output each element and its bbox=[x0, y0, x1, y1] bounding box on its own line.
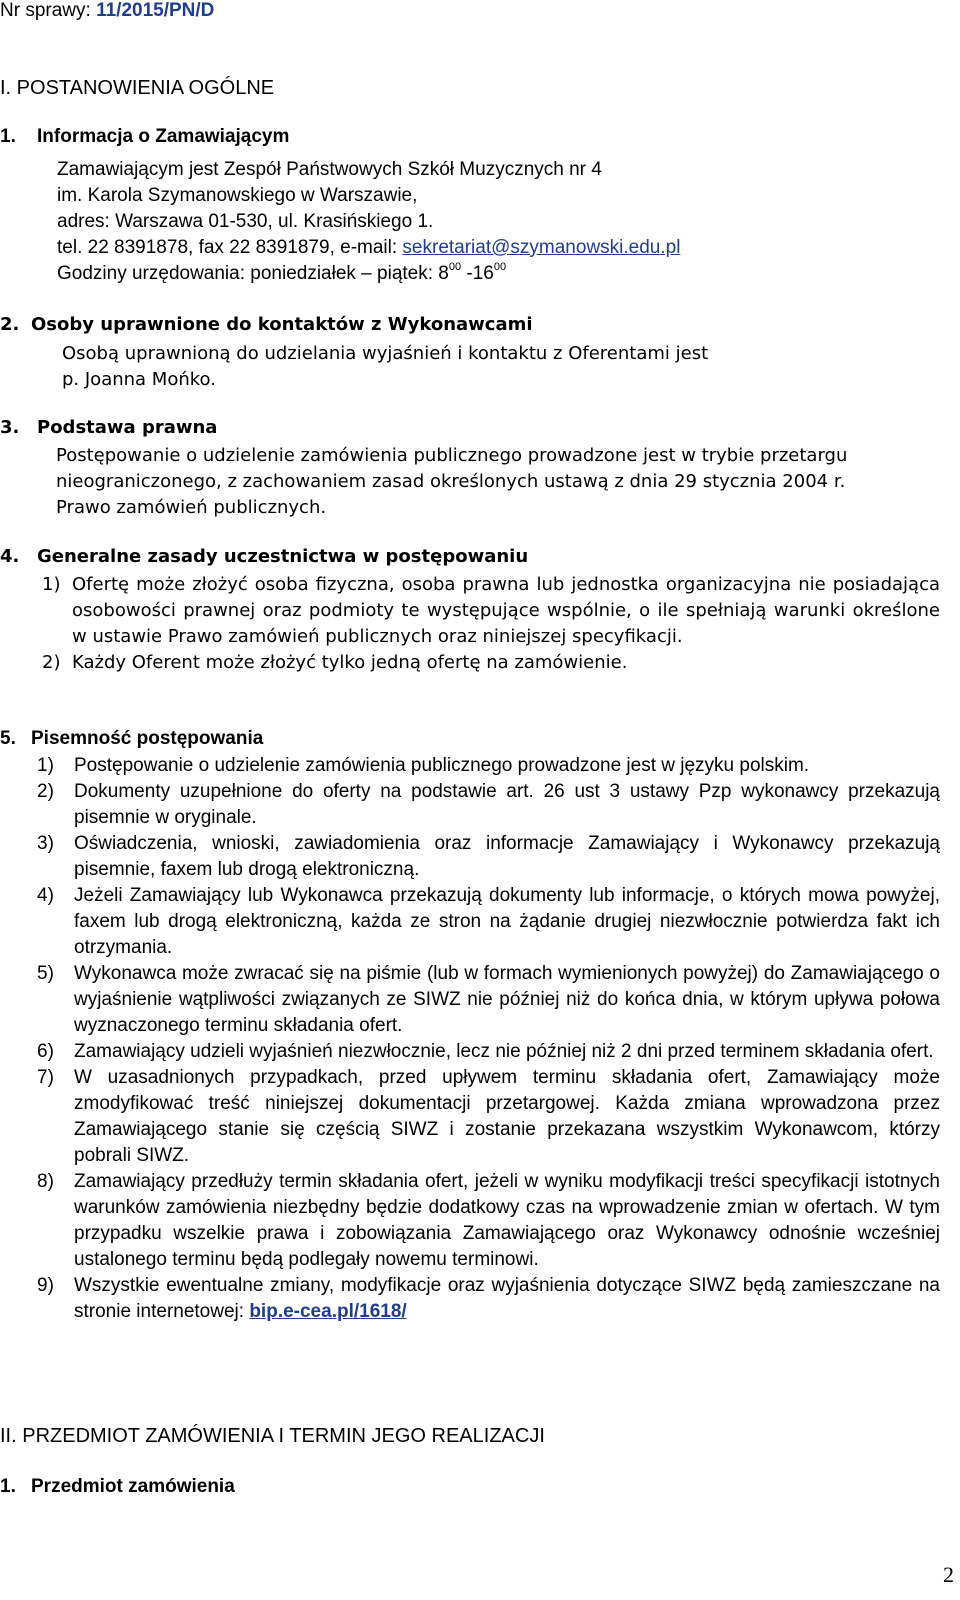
subsection-5-heading bbox=[0, 728, 263, 750]
contracting-authority-info bbox=[57, 157, 680, 287]
list-item-number: 2) bbox=[42, 652, 61, 673]
subsection-1-title: Informacja o Zamawiającym bbox=[37, 126, 290, 147]
list-item-text: Oświadczenia, wnioski, zawiadomienia oraz informacje Zamawiający i Wykonawcy przekazują pisemnie, faxem lub drogą elektroniczną. bbox=[74, 833, 940, 880]
hours-mid: -16 bbox=[461, 263, 494, 284]
section-2-subsection-1-number: 1. bbox=[0, 1476, 16, 1497]
authority-line-3: adres: Warszawa 01-530, ul. Krasińskiego 1. bbox=[57, 211, 434, 232]
hours-prefix: Godziny urzędowania: poniedziałek – piątek: 8 bbox=[57, 263, 449, 284]
case-number-label: Nr sprawy: bbox=[0, 0, 91, 21]
list-item-text: Wszystkie ewentualne zmiany, modyfikacje oraz wyjaśnienia dotyczące SIWZ będą zamieszczane na stronie internetowej: bbox=[74, 1275, 940, 1322]
list-item-text: Zamawiający przedłuży termin składania ofert, jeżeli w wyniku modyfikacji treści specyfikacji istotnych warunków zamówienia niezbędny będzie dodatkowy czas na wprowadzenie zmian w ofertach. W tym przypadku wszelkie prawa i zobowiązania Zamawiającego oraz Wykonawcy odnośnie wcześniej ustalonego terminu będą podlegały nowemu terminowi. bbox=[74, 1171, 940, 1270]
list-item-number: 4) bbox=[37, 885, 54, 906]
contact-person-info bbox=[62, 341, 708, 393]
list-item-number: 5) bbox=[37, 963, 54, 984]
page-number: 2 bbox=[943, 1562, 954, 1587]
list-item bbox=[42, 572, 940, 650]
authority-contact-line bbox=[57, 235, 680, 261]
list-item-text: Ofertę może złożyć osoba fizyczna, osoba prawna lub jednostka organizacyjna nie posiadająca osobowości prawnej oraz podmioty te występujące wspólnie, o ile spełniają warunki określone w ustawie Prawo zamówień publicznych oraz niniejszej specyfikacji. bbox=[72, 574, 940, 647]
list-item-text: Postępowanie o udzielenie zamówienia publicznego prowadzone jest w języku polskim. bbox=[74, 755, 810, 776]
list-item bbox=[37, 1039, 940, 1065]
subsection-3-heading bbox=[0, 417, 217, 439]
contact-person-line-1: Osobą uprawnioną do udzielania wyjaśnień i kontaktu z Oferentami jest bbox=[62, 343, 709, 364]
subsection-1-heading bbox=[0, 126, 289, 148]
subsection-5-number: 5. bbox=[0, 728, 16, 749]
list-item-number: 1) bbox=[42, 574, 61, 595]
list-item-text: Dokumenty uzupełnione do oferty na podstawie art. 26 ust 3 ustawy Pzp wykonawcy przekazują pisemnie w oryginale. bbox=[74, 781, 940, 828]
list-item-text: Jeżeli Zamawiający lub Wykonawca przekazują dokumenty lub informacje, o których mowa powyżej, faxem lub drogą elektroniczną, każda ze stron na żądanie drugiej niezwłocznie potwierdza fakt ich otrzymania. bbox=[74, 885, 940, 958]
subsection-4-number: 4. bbox=[0, 546, 20, 567]
section-1-title: I. POSTANOWIENIA OGÓLNE bbox=[0, 77, 275, 99]
email-link[interactable]: sekretariat@szymanowski.edu.pl bbox=[402, 237, 681, 258]
list-item-number: 1) bbox=[37, 755, 54, 776]
authority-line-1: Zamawiającym jest Zespół Państwowych Szkół Muzycznych nr 4 bbox=[57, 159, 602, 180]
list-item-text: Każdy Oferent może złożyć tylko jedną ofertę na zamówienie. bbox=[72, 652, 628, 673]
list-item bbox=[37, 753, 940, 779]
bip-link[interactable]: bip.e-cea.pl/1618/ bbox=[249, 1301, 407, 1322]
list-item bbox=[37, 1169, 940, 1273]
legal-basis-line-1: Postępowanie o udzielenie zamówienia publicznego prowadzone jest w trybie przetargu bbox=[56, 445, 848, 466]
list-item-number: 3) bbox=[37, 833, 54, 854]
section-2-subsection-1-heading bbox=[0, 1476, 235, 1498]
case-number bbox=[0, 0, 214, 22]
list-item-text: Zamawiający udzieli wyjaśnień niezwłocznie, lecz nie później niż 2 dni przed terminem składania ofert. bbox=[74, 1041, 934, 1062]
subsection-3-number: 3. bbox=[0, 417, 20, 438]
office-hours-line bbox=[57, 261, 680, 287]
subsection-2-number: 2. bbox=[0, 314, 20, 335]
case-number-value: 11/2015/PN/D bbox=[96, 0, 215, 21]
list-item-number: 9) bbox=[37, 1275, 54, 1296]
subsection-2-heading bbox=[0, 314, 533, 336]
subsection-5-title: Pisemność postępowania bbox=[31, 728, 264, 749]
legal-basis-line-3: Prawo zamówień publicznych. bbox=[56, 497, 327, 518]
written-form-list bbox=[37, 753, 940, 1325]
hours-sup-end: 00 bbox=[493, 261, 507, 273]
list-item-text: W uzasadnionych przypadkach, przed upływem terminu składania ofert, Zamawiający może zmodyfikować treść niniejszej dokumentacji przetargowej. Każda zmiana wprowadzona przez Zamawiającego stanie się częścią SIWZ i zostanie przekazana wszystkim Wykonawcom, którzy pobrali SIWZ. bbox=[74, 1067, 940, 1166]
list-item bbox=[37, 1273, 940, 1325]
list-item-number: 7) bbox=[37, 1067, 54, 1088]
list-item bbox=[37, 961, 940, 1039]
section-2-title: II. PRZEDMIOT ZAMÓWIENIA I TERMIN JEGO REALIZACJI bbox=[0, 1425, 545, 1447]
subsection-1-number: 1. bbox=[0, 126, 16, 147]
subsection-4-heading bbox=[0, 546, 528, 568]
list-item-number: 8) bbox=[37, 1171, 54, 1192]
section-2-subsection-1-title: Przedmiot zamówienia bbox=[31, 1476, 235, 1497]
subsection-3-title: Podstawa prawna bbox=[37, 417, 218, 438]
list-item-number: 6) bbox=[37, 1041, 54, 1062]
list-item-text: Wykonawca może zwracać się na piśmie (lub w formach wymienionych powyżej) do Zamawiającego o wyjaśnienie wątpliwości związanych ze SIWZ nie później niż do końca dnia, w którym upływa połowa wyznaczonego terminu składania ofert. bbox=[74, 963, 940, 1036]
contact-person-line-2: p. Joanna Mońko. bbox=[62, 369, 216, 390]
hours-sup-start: 00 bbox=[448, 261, 462, 273]
subsection-4-title: Generalne zasady uczestnictwa w postępowaniu bbox=[37, 546, 529, 567]
list-item bbox=[42, 650, 940, 676]
legal-basis-text bbox=[56, 443, 847, 521]
list-item bbox=[37, 1065, 940, 1169]
list-item bbox=[37, 779, 940, 831]
participation-rules-list bbox=[42, 572, 940, 676]
authority-line-2: im. Karola Szymanowskiego w Warszawie, bbox=[57, 185, 418, 206]
list-item bbox=[37, 831, 940, 883]
contact-phone-fax: tel. 22 8391878, fax 22 8391879, e-mail: bbox=[57, 237, 403, 258]
list-item bbox=[37, 883, 940, 961]
subsection-2-title: Osoby uprawnione do kontaktów z Wykonawcami bbox=[31, 314, 533, 335]
list-item-number: 2) bbox=[37, 781, 54, 802]
legal-basis-line-2: nieograniczonego, z zachowaniem zasad określonych ustawą z dnia 29 stycznia 2004 r. bbox=[56, 471, 846, 492]
